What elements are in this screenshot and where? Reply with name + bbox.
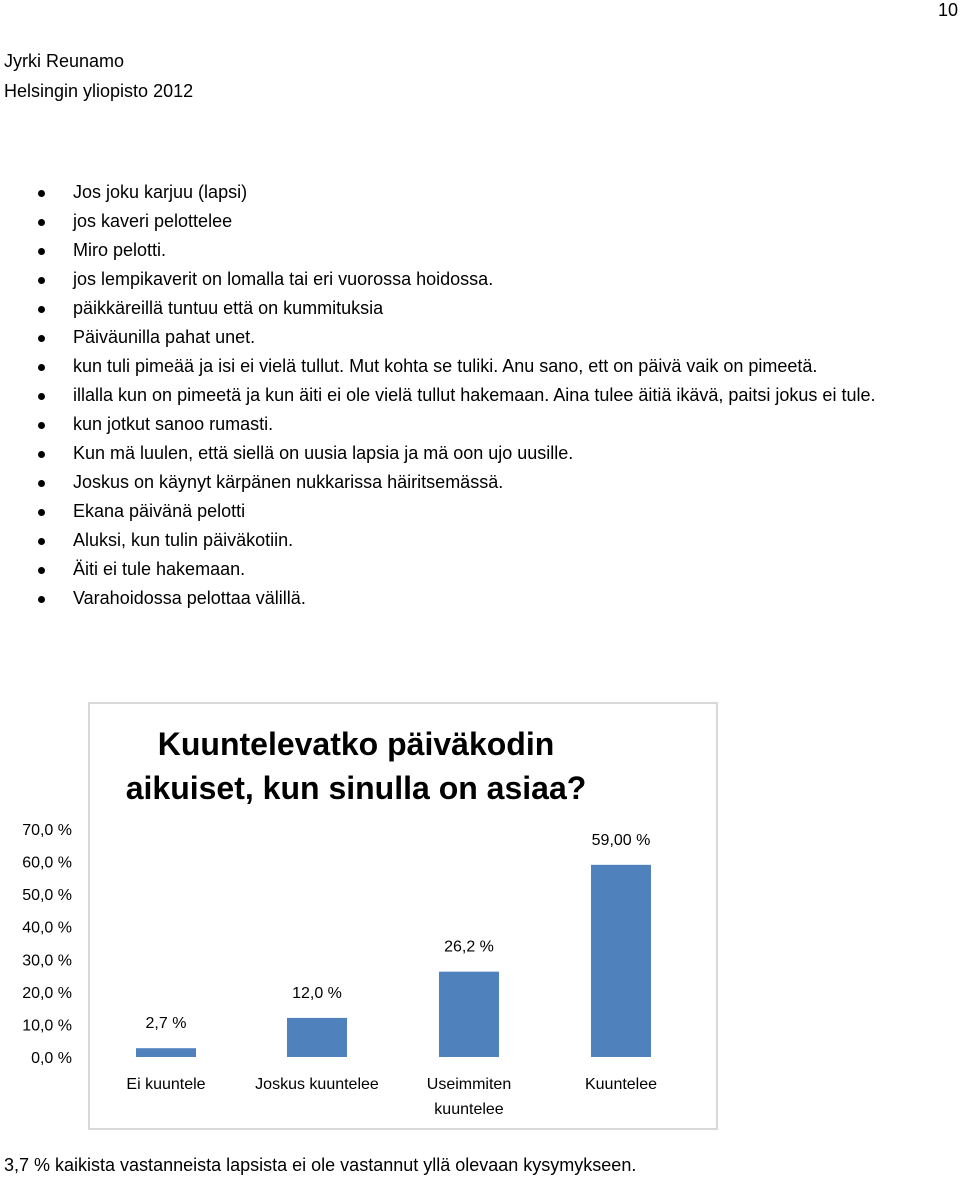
data-label: 2,7 % — [145, 1015, 187, 1033]
data-label: 12,0 % — [292, 984, 342, 1002]
list-item-text: kun tuli pimeää ja isi ei vielä tullut. Mut kohta se tuliki. Anu sano, ett on päivä vaik on pimeetä. — [73, 356, 818, 376]
data-label: 26,2 % — [444, 938, 494, 956]
x-tick-label: Joskus kuuntelee — [255, 1076, 379, 1093]
page-number: 10 — [937, 0, 958, 20]
list-item-text: Päiväunilla pahat unet. — [73, 327, 256, 347]
list-item-text: päikkäreillä tuntuu että on kummituksia — [73, 298, 384, 318]
list-item-text: Varahoidossa pelottaa välillä. — [73, 588, 306, 608]
list-item-text: jos kaveri pelottelee — [73, 211, 233, 231]
y-tick-label: 50,0 % — [22, 887, 72, 905]
list-item-text: Miro pelotti. — [73, 240, 167, 260]
list-item-text: Joskus on käynyt kärpänen nukkarissa häiritsemässä. — [73, 472, 504, 492]
x-tick-label: Kuuntelee — [584, 1076, 658, 1093]
author-name: Jyrki Reunamo — [4, 51, 125, 71]
list-item-text: Aluksi, kun tulin päiväkotiin. — [73, 530, 294, 550]
list-item-text: jos lempikaverit on lomalla tai eri vuorossa hoidossa. — [73, 269, 494, 289]
x-tick-label: Useimmiten kuuntelee — [426, 1076, 512, 1118]
bar — [136, 1048, 196, 1057]
bar — [439, 972, 499, 1057]
list-item-text: illalla kun on pimeetä ja kun äiti ei ole vielä tullut hakemaan. Aina tulee äitiä ikävä, paitsi jokus ei tule. — [73, 385, 876, 405]
list-item-text: Äiti ei tule hakemaan. — [73, 559, 246, 579]
bar — [591, 865, 651, 1057]
list-item-text: Jos joku karjuu (lapsi) — [73, 182, 248, 202]
data-label: 59,00 % — [591, 831, 651, 849]
x-tick-label: Ei kuuntele — [126, 1076, 206, 1093]
y-tick-label: 30,0 % — [22, 952, 72, 970]
list-item-text: Kun mä luulen, että siellä on uusia lapsia ja mä oon ujo uusille. — [73, 443, 574, 463]
y-tick-label: 40,0 % — [22, 919, 72, 937]
y-tick-label: 20,0 % — [22, 984, 72, 1002]
footnote: 3,7 % kaikista vastanneista lapsista ei ole vastannut yllä olevaan kysymykseen. — [4, 1155, 637, 1175]
chart-title: Kuuntelevatko päiväkodin aikuiset, kun sinulla on asiaa? — [125, 726, 587, 806]
y-tick-label: 0,0 % — [31, 1050, 72, 1067]
y-tick-label: 70,0 % — [22, 822, 72, 839]
list-item-text: kun jotkut sanoo rumasti. — [73, 414, 274, 434]
list-item-text: Ekana päivänä pelotti — [73, 501, 246, 521]
y-tick-label: 60,0 % — [22, 854, 72, 872]
author-affiliation: Helsingin yliopisto 2012 — [4, 81, 194, 101]
bar — [287, 1018, 347, 1057]
y-tick-label: 10,0 % — [22, 1017, 72, 1035]
